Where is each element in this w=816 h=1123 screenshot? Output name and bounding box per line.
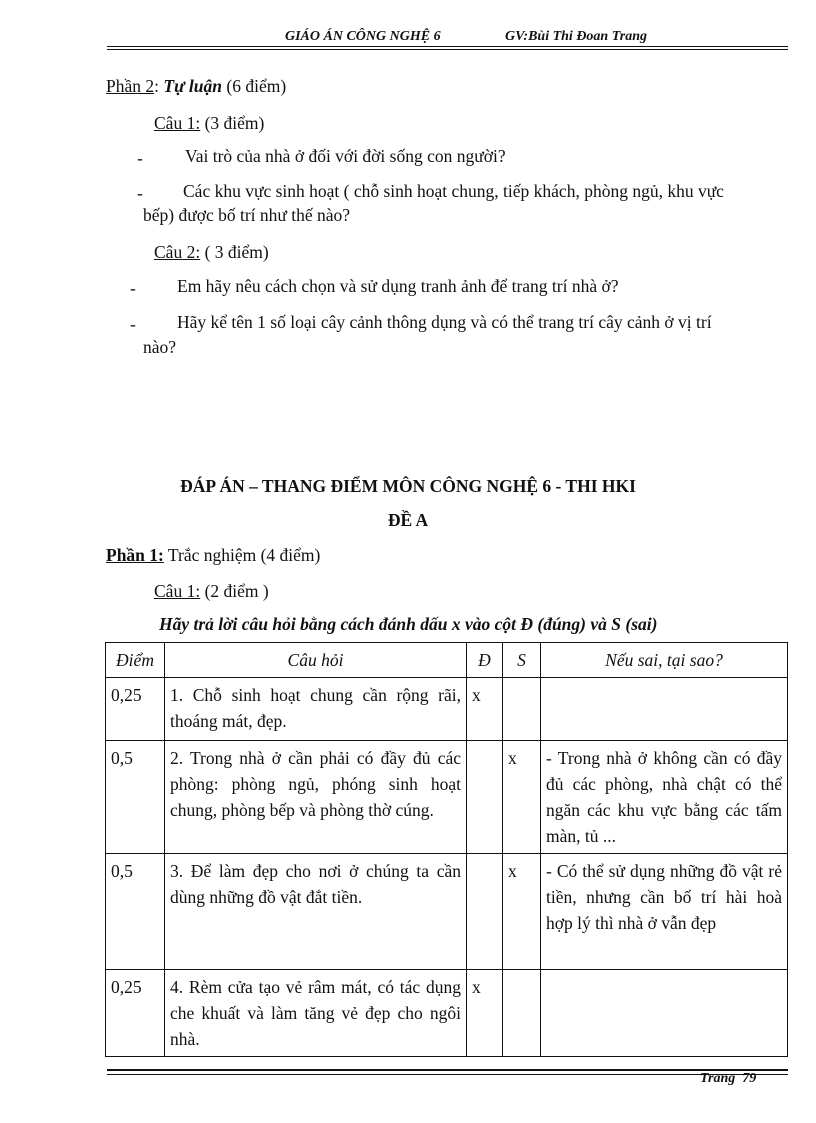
- reason-cell: - Trong nhà ở không cần có đầy đủ các phòng, nhà chật có thể ngăn các khu vực bằng các tấm màn, tủ ...: [541, 741, 788, 854]
- reason-cell: [541, 970, 788, 1057]
- reason-cell: - Có thể sử dụng những đồ vật rẻ tiền, nhưng cần bố trí hài hoà hợp lý thì nhà ở vẫn đẹp: [541, 854, 788, 970]
- score-cell: 0,5: [106, 854, 165, 970]
- header-subject: GIÁO ÁN CÔNG NGHỆ 6: [285, 29, 441, 44]
- footer-rule: [107, 1069, 788, 1071]
- page-number: [700, 1071, 756, 1087]
- header-reason: Nếu sai, tại sao?: [541, 643, 788, 678]
- page-label: Trang: [700, 1071, 736, 1086]
- header-teacher: GV:Bùi Thi Đoan Trang: [505, 29, 647, 44]
- table-row: [106, 854, 788, 970]
- table-row: [106, 970, 788, 1057]
- q1-points: (3 điểm): [200, 113, 265, 133]
- true-cell: [467, 854, 503, 970]
- part1-heading: [106, 545, 320, 566]
- question-cell: 1. Chỗ sinh hoạt chung cần rộng rãi, thoáng mát, đẹp.: [165, 678, 467, 741]
- bullet-dash: -: [130, 278, 136, 298]
- answer-table: [105, 642, 788, 1057]
- false-cell: x: [503, 741, 541, 854]
- q1-heading: [154, 113, 264, 134]
- q2-item-1: Em hãy nêu cách chọn và sử dụng tranh ảnh để trang trí nhà ở?: [177, 276, 619, 296]
- question-cell: 3. Để làm đẹp cho nơi ở chúng ta cần dùng những đồ vật đắt tiền.: [165, 854, 467, 970]
- header-rule-thin: [107, 49, 788, 50]
- table-row: [106, 741, 788, 854]
- part2-sep: :: [154, 76, 164, 96]
- table-row: [106, 678, 788, 741]
- part2-heading: [106, 76, 286, 97]
- q1-item-1: Vai trò của nhà ở đối với đời sống con người?: [185, 146, 506, 166]
- part2-name: Tự luận: [163, 76, 223, 96]
- question-cell: 2. Trong nhà ở cần phải có đầy đủ các phòng: phòng ngủ, phóng sinh hoạt chung, phòng bếp và phòng thờ cúng.: [165, 741, 467, 854]
- score-cell: 0,25: [106, 678, 165, 741]
- q2-heading: [154, 242, 269, 263]
- header-true: Đ: [467, 643, 503, 678]
- reason-cell: [541, 678, 788, 741]
- answer-key-title: ĐÁP ÁN – THANG ĐIỂM MÔN CÔNG NGHỆ 6 - THI HKI: [180, 476, 636, 496]
- true-cell: x: [467, 970, 503, 1057]
- q2-points: ( 3 điểm): [200, 242, 269, 262]
- q2-label: Câu 2:: [154, 242, 201, 262]
- q1-label: Câu 1:: [154, 113, 201, 133]
- header-question: Câu hỏi: [165, 643, 467, 678]
- false-cell: [503, 678, 541, 741]
- true-cell: x: [467, 678, 503, 741]
- bullet-dash: -: [137, 148, 143, 168]
- q1-item-2-cont: bếp) được bố trí như thế nào?: [143, 205, 351, 225]
- header-false: S: [503, 643, 541, 678]
- ak-q1-heading: [154, 581, 269, 602]
- ak-q1-label: Câu 1:: [154, 581, 201, 601]
- question-cell: 4. Rèm cửa tạo vẻ râm mát, có tác dụng che khuất và làm tăng vẻ đẹp cho ngôi nhà.: [165, 970, 467, 1057]
- instruction: Hãy trả lời câu hỏi bằng cách đánh dấu x vào cột Đ (đúng) và S (sai): [159, 614, 658, 634]
- table-header-row: [106, 643, 788, 678]
- header-score: Điểm: [106, 643, 165, 678]
- footer-rule-thin: [107, 1074, 788, 1075]
- part1-name: Trắc nghiệm (4 điểm): [163, 545, 321, 565]
- page-number-value: 79: [742, 1071, 757, 1086]
- answer-key-subtitle: ĐỀ A: [387, 510, 429, 530]
- false-cell: x: [503, 854, 541, 970]
- part2-label: Phần 2: [106, 76, 155, 96]
- score-cell: 0,25: [106, 970, 165, 1057]
- bullet-dash: -: [137, 183, 143, 203]
- header-rule: [107, 46, 788, 47]
- q1-item-2: Các khu vực sinh hoạt ( chỗ sinh hoạt chung, tiếp khách, phòng ngủ, khu vực: [183, 181, 724, 201]
- false-cell: [503, 970, 541, 1057]
- part2-points: (6 điểm): [222, 76, 287, 96]
- q2-item-2-cont: nào?: [143, 337, 177, 357]
- true-cell: [467, 741, 503, 854]
- ak-q1-points: (2 điểm ): [200, 581, 269, 601]
- part1-label: Phần 1:: [106, 545, 164, 565]
- score-cell: 0,5: [106, 741, 165, 854]
- bullet-dash: -: [130, 314, 136, 334]
- q2-item-2: Hãy kể tên 1 số loại cây cảnh thông dụng và có thể trang trí cây cảnh ở vị trí: [177, 312, 712, 332]
